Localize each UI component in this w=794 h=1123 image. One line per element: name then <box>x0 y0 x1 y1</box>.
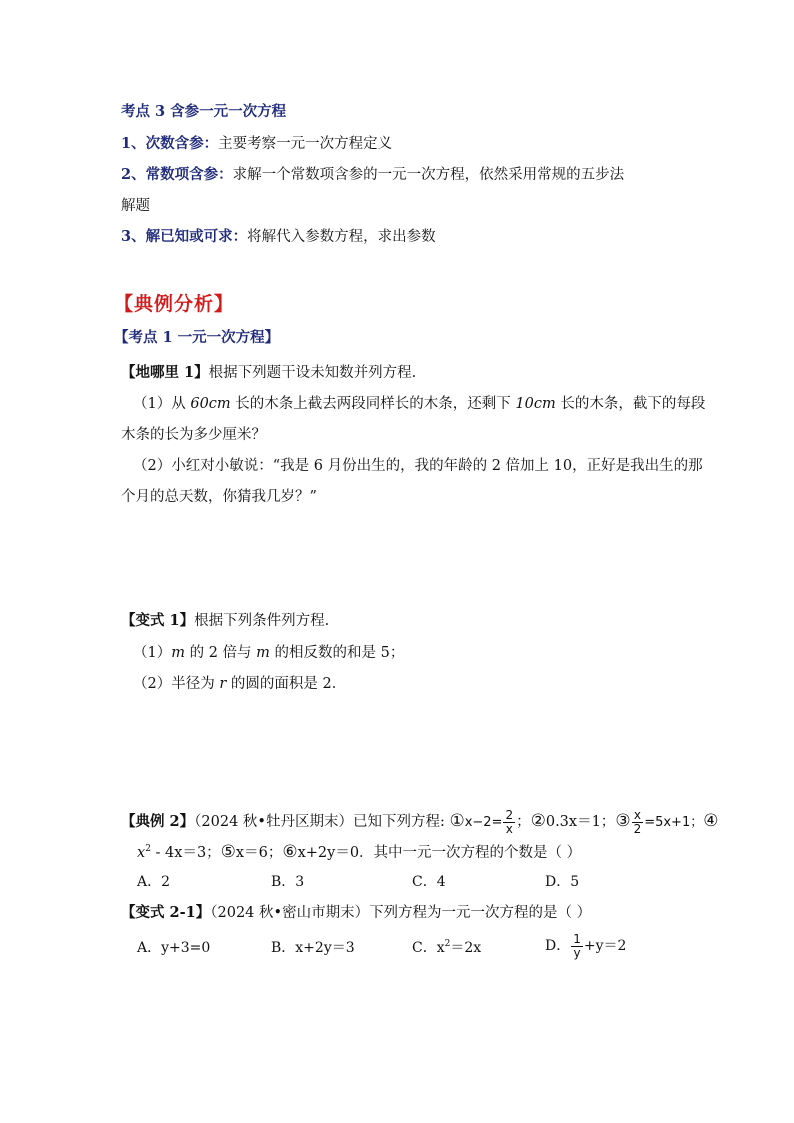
example-1-instruction: 根据下列题干设未知数并列方程. <box>208 365 417 381</box>
example-2-line-1 <box>121 806 718 838</box>
numerator: 2 <box>505 807 514 822</box>
circled-6: ⑥ <box>282 842 298 862</box>
example-2-option-a[interactable]: A．2 <box>137 874 171 890</box>
variable: m <box>171 645 185 661</box>
separator: ； <box>516 814 531 830</box>
denominator: y <box>573 945 581 960</box>
example-2-option-b[interactable]: B．3 <box>271 874 305 890</box>
numerator: x <box>633 807 641 822</box>
circled-1: ① <box>449 811 465 831</box>
variant-2-option-b[interactable]: B．x+2y＝3 <box>271 940 355 956</box>
unit: cm <box>208 396 231 412</box>
text: （1）从 <box>133 396 191 412</box>
example-2-source: （2024 秋•牡丹区期末）已知下列方程: <box>194 814 445 830</box>
variant-1-intro <box>121 611 329 631</box>
point-2-continued: 解题 <box>121 198 150 214</box>
variant-2-source: （2024 秋•密山市期末）下列方程为一元一次方程的是（ ） <box>210 905 592 921</box>
example-1-label: 【地哪里 1】 <box>121 364 209 381</box>
text: 的 2 倍与 <box>184 645 257 661</box>
example-1-part-2: （2）小红对小敏说：“我是 6 月份出生的，我的年龄的 2 倍加上 10，正好是我出生的那 <box>133 458 703 474</box>
point-3-label: 3、解已知或可求： <box>121 228 248 245</box>
text: 的相反数的和是 5； <box>269 645 405 661</box>
equation-2: 0.3x＝1； <box>545 814 616 830</box>
point-2 <box>121 165 624 185</box>
equation-4-rest: - 4x＝3； <box>150 845 221 861</box>
circled-3: ③ <box>615 811 631 831</box>
denominator: 2 <box>633 821 642 836</box>
variable: x <box>137 845 146 861</box>
text: 的圆的面积是 2． <box>226 676 347 692</box>
example-2-label: 【典例 2】 <box>121 813 195 830</box>
unit: cm <box>533 396 556 412</box>
variant-1-instruction: 根据下列条件列方程. <box>194 613 330 629</box>
text: （2）半径为 <box>133 676 220 692</box>
option-text: C．x <box>412 940 445 956</box>
option-text: D． <box>545 938 571 954</box>
point-1-text: 主要考察一元一次方程定义 <box>218 136 393 152</box>
value: 10 <box>515 396 534 412</box>
value: 60 <box>190 396 209 412</box>
example-2-option-c[interactable]: C．4 <box>412 874 446 890</box>
option-text: ＝2x <box>450 940 482 956</box>
variant-2-option-a[interactable]: A．y+3=0 <box>137 940 211 956</box>
exponent: 2 <box>145 844 151 854</box>
equation-3-rhs: =5x+1； <box>644 815 704 830</box>
point-3-text: 将解代入参数方程，求出参数 <box>247 229 436 245</box>
option-text: +y＝2 <box>583 938 627 954</box>
point-1 <box>121 134 392 154</box>
variant-2-option-c[interactable] <box>412 938 481 958</box>
variant-2-label: 【变式 2-1】 <box>121 904 211 921</box>
example-1-part-1 <box>133 394 705 414</box>
circled-2: ② <box>530 811 546 831</box>
point-2-label: 2、常数项含参： <box>121 166 233 183</box>
variant-1-part-1 <box>133 643 404 663</box>
denominator: x <box>505 821 513 836</box>
point-1-label: 1、次数含参： <box>121 135 219 152</box>
variable: m <box>256 645 270 661</box>
example-1-part-1-continued: 木条的长为多少厘米？ <box>121 427 266 443</box>
variant-2-option-d[interactable] <box>545 930 626 962</box>
text: 长的木条，截下的每段 <box>555 396 706 412</box>
example-1-part-2-continued: 个月的总天数，你猜我几岁？” <box>121 489 317 505</box>
numerator: 1 <box>573 931 581 946</box>
example-1-intro <box>121 363 416 383</box>
point-2-text: 求解一个常数项含参的一元一次方程，依然采用常规的五步法 <box>232 167 625 183</box>
equation-3-fraction <box>632 809 644 836</box>
circled-4: ④ <box>703 811 719 831</box>
equation-5: x＝6； <box>235 845 283 861</box>
variant-2-intro <box>121 903 591 923</box>
example-2-option-d[interactable]: D．5 <box>545 874 580 890</box>
equation-6-and-question: x+2y＝0．其中一元一次方程的个数是（ ） <box>297 845 582 861</box>
variable: r <box>219 676 227 692</box>
equation-1-lhs: x−2= <box>464 815 503 830</box>
point-3 <box>121 227 436 247</box>
option-d-fraction <box>571 933 583 960</box>
variant-1-label: 【变式 1】 <box>121 612 195 629</box>
text: （1） <box>133 645 172 661</box>
section-title: 考点 3 含参一元一次方程 <box>121 103 287 120</box>
example-2-line-2 <box>137 842 581 863</box>
text: 长的木条上截去两段同样长的木条，还剩下 <box>230 396 516 412</box>
variant-1-part-2 <box>133 674 346 694</box>
circled-5: ⑤ <box>220 842 236 862</box>
equation-1-fraction <box>503 809 515 836</box>
analysis-heading: 【典例分析】 <box>114 293 235 315</box>
exponent: 2 <box>444 939 451 949</box>
kaodian-1-heading: 【考点 1 一元一次方程】 <box>114 329 280 346</box>
